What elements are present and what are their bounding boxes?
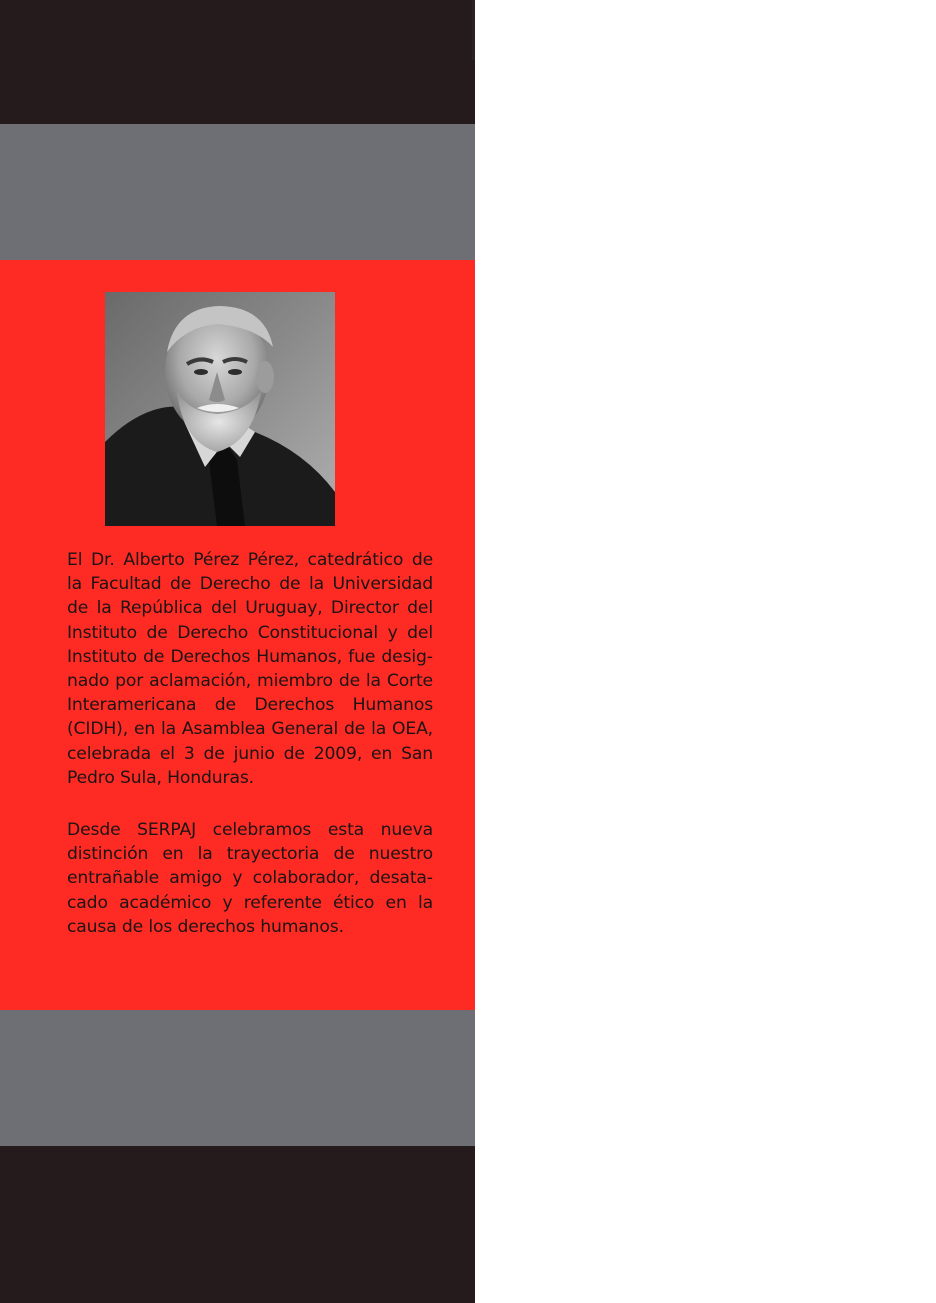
top-dark-band [0, 0, 475, 124]
portrait-photo [105, 292, 335, 526]
celebration-paragraph: Desde SERPAJ celebramos esta nueva distinción en la trayectoria de nuestro entrañable amigo y colaborador, desatacado académico y referente ético en la causa de los derechos humanos. [67, 820, 433, 937]
biography-paragraph: El Dr. Alberto Pérez Pérez, catedrático de la Facultad de Derecho de la Universidad de la República del Uruguay, Director del Instituto de Derecho Constitucional y del Instituto de Derechos Humanos, fue designado por aclamación, miembro de la Corte Interamericana de Derechos Humanos (CIDH), en la Asamblea General de la OEA, celebrada el 3 de junio de 2009, en San Pedro Sula, Honduras. [67, 550, 433, 788]
flap-edge-mark [472, 0, 475, 60]
portrait-illustration [105, 292, 335, 526]
top-gray-band [0, 124, 475, 260]
bottom-dark-band [0, 1146, 475, 1303]
bottom-gray-band [0, 1010, 475, 1146]
